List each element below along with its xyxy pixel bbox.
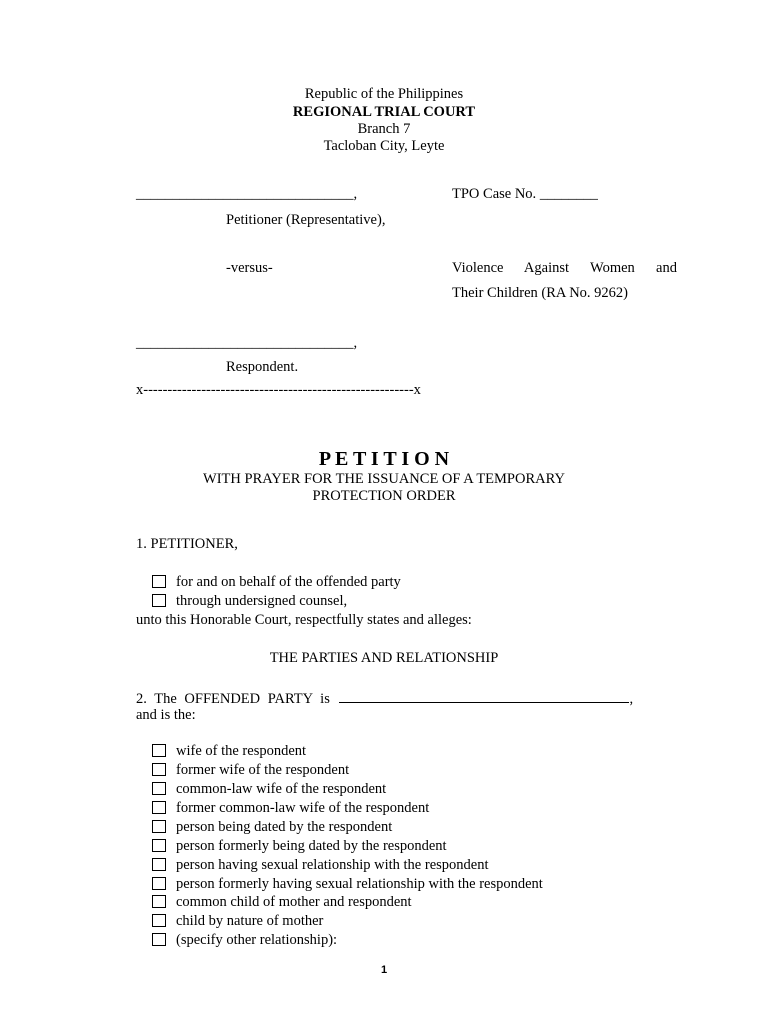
relationship-row: [152, 762, 349, 779]
relationship-checkbox[interactable]: [152, 744, 166, 757]
petitioner-name-blank[interactable]: ______________________________,: [136, 186, 358, 202]
case-nature-line2: Their Children (RA No. 9262): [452, 285, 628, 301]
option-counsel-label: through undersigned counsel,: [176, 593, 348, 609]
relationship-checkbox[interactable]: [152, 877, 166, 890]
tpo-label: TPO Case No.: [452, 186, 540, 202]
relationship-label: common child of mother and respondent: [176, 894, 412, 910]
relationship-label: person formerly having sexual relationship with the respondent: [176, 876, 543, 892]
relationship-checkbox[interactable]: [152, 763, 166, 776]
parties-heading: THE PARTIES AND RELATIONSHIP: [269, 650, 499, 666]
versus-label: -versus-: [226, 260, 273, 276]
relationship-row: [152, 819, 392, 836]
relationship-checkbox[interactable]: [152, 820, 166, 833]
relationship-row: [152, 800, 429, 817]
respondent-name-blank[interactable]: ______________________________,: [136, 335, 358, 351]
relationship-row: [152, 857, 489, 874]
relationship-checkbox[interactable]: [152, 914, 166, 927]
section2-and-is: and is the:: [136, 707, 196, 723]
relationship-label: child by nature of mother: [176, 913, 324, 929]
page-number: 1: [380, 964, 388, 976]
section2-lead-line: [136, 688, 633, 708]
tpo-number-blank[interactable]: ________: [539, 186, 598, 202]
relationship-row: [152, 932, 337, 949]
relationship-label: former common-law wife of the respondent: [176, 800, 430, 816]
relationship-label: common-law wife of the respondent: [176, 781, 387, 797]
relationship-checkbox[interactable]: [152, 933, 166, 946]
republic-line: Republic of the Philippines: [304, 86, 464, 102]
relationship-checkbox[interactable]: [152, 858, 166, 871]
petitioner-label: Petitioner (Representative),: [226, 212, 386, 228]
relationship-label: (specify other relationship):: [176, 932, 338, 948]
option-behalf-label: for and on behalf of the offended party: [176, 574, 401, 590]
respondent-label: Respondent.: [226, 359, 299, 375]
document-title: P E T I T I O N: [318, 448, 450, 470]
document-subtitle-line1: WITH PRAYER FOR THE ISSUANCE OF A TEMPORARY: [203, 471, 565, 487]
caption-divider: x--------------------------------------------------------x: [136, 382, 421, 398]
relationship-row: [152, 781, 386, 798]
section2-comma: ,: [629, 691, 634, 707]
document-subtitle-line2: PROTECTION ORDER: [312, 488, 456, 504]
relationship-label: former wife of the respondent: [176, 762, 350, 778]
relationship-checkbox[interactable]: [152, 839, 166, 852]
option-behalf-checkbox[interactable]: [152, 575, 166, 588]
relationship-label: person formerly being dated by the respondent: [176, 838, 447, 854]
relationship-label: wife of the respondent: [176, 743, 307, 759]
option-behalf-row: [152, 574, 401, 591]
offended-party-blank[interactable]: [339, 688, 629, 703]
section2-lead: 2. The OFFENDED PARTY is: [136, 691, 330, 707]
relationship-checkbox[interactable]: [152, 782, 166, 795]
case-nature-line1: Violence Against Women and: [452, 260, 677, 276]
section1-heading: 1. PETITIONER,: [136, 536, 238, 552]
relationship-checkbox[interactable]: [152, 895, 166, 908]
relationship-row: [152, 913, 323, 930]
relationship-row: [152, 876, 543, 893]
relationship-row: [152, 894, 412, 911]
relationship-row: [152, 743, 306, 760]
city-line: Tacloban City, Leyte: [323, 138, 445, 154]
section1-closing: unto this Honorable Court, respectfully states and alleges:: [136, 612, 472, 628]
court-name: REGIONAL TRIAL COURT: [292, 104, 476, 120]
relationship-label: person having sexual relationship with the respondent: [176, 857, 489, 873]
option-counsel-checkbox[interactable]: [152, 594, 166, 607]
option-counsel-row: [152, 593, 347, 610]
relationship-label: person being dated by the respondent: [176, 819, 393, 835]
branch-line: Branch 7: [357, 121, 411, 137]
relationship-checkbox[interactable]: [152, 801, 166, 814]
relationship-row: [152, 838, 447, 855]
tpo-case-number: [452, 186, 598, 203]
